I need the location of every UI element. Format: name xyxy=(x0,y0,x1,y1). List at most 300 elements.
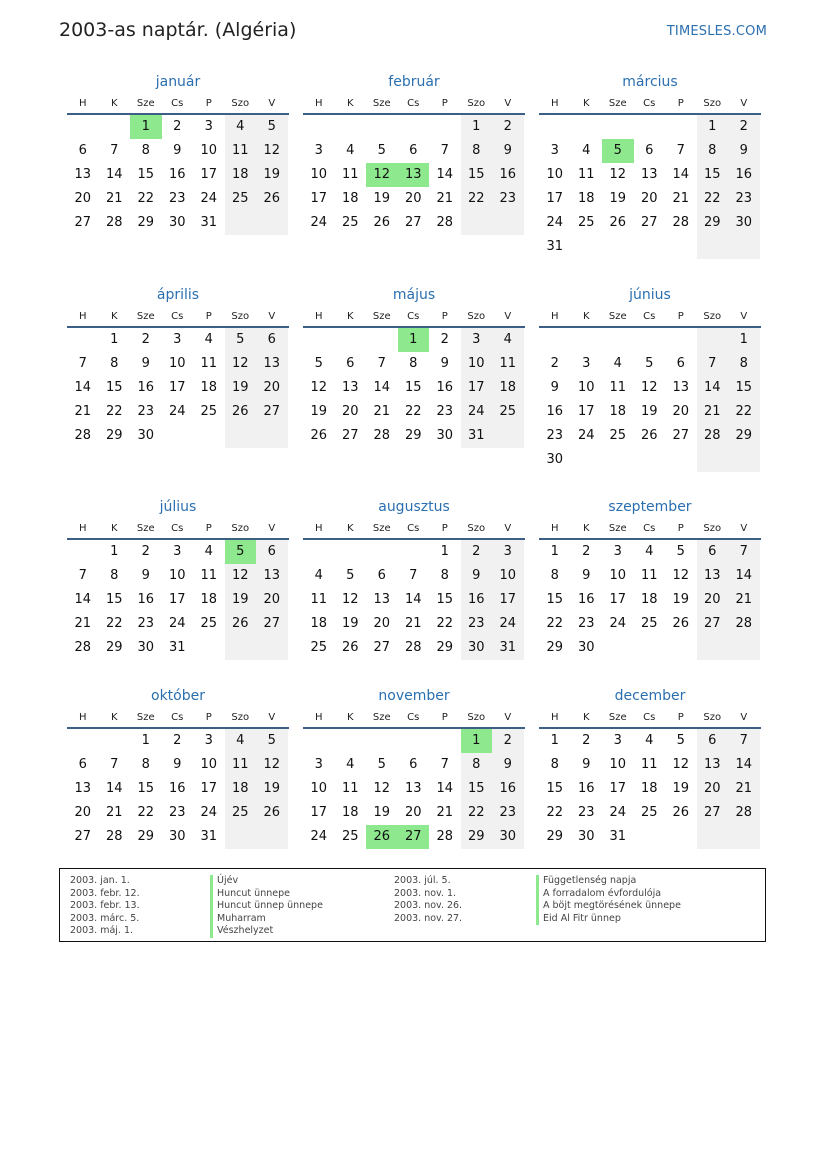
empty-day-cell xyxy=(634,115,666,139)
weekday-header xyxy=(303,520,525,540)
month-calendar xyxy=(303,497,525,660)
weekday-label: K xyxy=(346,712,354,723)
day-cell: 13 xyxy=(341,380,359,395)
weekday-label: P xyxy=(205,523,212,534)
month-title[interactable]: augusztus xyxy=(378,499,450,515)
day-cell: 11 xyxy=(200,568,218,583)
day-cell: 1 xyxy=(110,332,119,347)
day-cell: 2 xyxy=(440,332,449,347)
day-cell: 3 xyxy=(492,540,524,564)
day-cell: 19 xyxy=(225,588,257,612)
day-cell: 12 xyxy=(225,564,257,588)
weekday-label: V xyxy=(268,98,276,109)
day-cell: 14 xyxy=(436,781,454,796)
day-cell: 18 xyxy=(225,777,257,801)
day-cell: 25 xyxy=(577,215,595,230)
day-cell: 24 xyxy=(546,215,564,230)
day-cell: 26 xyxy=(373,215,391,230)
day-cell: 24 xyxy=(310,829,328,844)
day-cell: 17 xyxy=(200,167,218,182)
empty-day-cell xyxy=(634,825,666,849)
weekday-label: Sze xyxy=(608,712,627,723)
day-cell: 29 xyxy=(105,428,123,443)
day-cell: 3 xyxy=(582,356,591,371)
day-grid xyxy=(303,328,525,448)
month-title[interactable]: szeptember xyxy=(608,499,692,515)
day-cell: 11 xyxy=(609,380,627,395)
empty-day-cell xyxy=(67,115,99,139)
weekday-label: K xyxy=(582,98,590,109)
weekday-label: K xyxy=(110,311,118,322)
day-cell: 25 xyxy=(492,400,524,424)
weekday-header xyxy=(303,95,525,115)
day-cell: 6 xyxy=(697,540,729,564)
day-cell: 18 xyxy=(225,163,257,187)
empty-day-cell xyxy=(225,825,257,849)
month-title[interactable]: december xyxy=(614,688,686,704)
day-cell: 20 xyxy=(373,616,391,631)
day-cell: 8 xyxy=(141,757,150,772)
day-cell: 13 xyxy=(256,352,288,376)
day-cell: 26 xyxy=(256,187,288,211)
day-grid xyxy=(303,729,525,849)
empty-day-cell xyxy=(398,729,430,753)
month-title[interactable]: október xyxy=(151,688,205,704)
month-calendar xyxy=(67,686,289,849)
day-cell: 21 xyxy=(728,588,760,612)
day-cell: 7 xyxy=(78,568,87,583)
day-cell: 30 xyxy=(492,825,524,849)
day-cell: 17 xyxy=(609,781,627,796)
day-cell: 13 xyxy=(697,753,729,777)
day-cell: 6 xyxy=(409,143,418,158)
day-cell: 8 xyxy=(697,139,729,163)
empty-day-cell xyxy=(492,211,524,235)
day-cell: 9 xyxy=(141,568,150,583)
weekday-label: Szo xyxy=(231,712,250,723)
weekday-header xyxy=(303,709,525,729)
empty-day-cell xyxy=(728,825,760,849)
empty-day-cell xyxy=(697,825,729,849)
day-cell: 19 xyxy=(672,592,690,607)
day-cell: 3 xyxy=(173,332,182,347)
day-cell: 17 xyxy=(310,805,328,820)
day-cell: 21 xyxy=(74,616,92,631)
weekday-label: P xyxy=(441,311,448,322)
day-cell: 6 xyxy=(256,328,288,352)
weekday-label: Cs xyxy=(171,98,184,109)
day-cell: 28 xyxy=(373,428,391,443)
day-cell: 3 xyxy=(314,757,323,772)
day-cell: 4 xyxy=(204,332,213,347)
month-title[interactable]: június xyxy=(629,287,671,303)
day-cell: 16 xyxy=(137,380,155,395)
day-cell: 15 xyxy=(404,380,422,395)
empty-day-cell xyxy=(303,540,335,564)
day-cell: 16 xyxy=(492,777,524,801)
month-calendar xyxy=(539,72,761,259)
day-cell: 20 xyxy=(341,404,359,419)
day-cell: 11 xyxy=(341,167,359,182)
weekday-header xyxy=(303,308,525,328)
day-cell: 30 xyxy=(728,211,760,235)
day-cell: 5 xyxy=(256,729,288,753)
day-cell: 13 xyxy=(74,781,92,796)
weekday-header xyxy=(539,95,761,115)
day-cell: 27 xyxy=(404,215,422,230)
day-cell: 22 xyxy=(105,616,123,631)
day-cell: 22 xyxy=(728,400,760,424)
month-title[interactable]: április xyxy=(156,287,200,303)
empty-day-cell xyxy=(665,825,697,849)
day-cell: 5 xyxy=(314,356,323,371)
day-cell: 29 xyxy=(728,424,760,448)
weekday-label: Sze xyxy=(372,98,391,109)
weekday-label: Szo xyxy=(467,311,486,322)
day-cell: 10 xyxy=(492,564,524,588)
day-cell: 20 xyxy=(256,588,288,612)
day-cell: 6 xyxy=(409,757,418,772)
month-calendar xyxy=(303,686,525,849)
day-cell: 1 xyxy=(141,733,150,748)
day-cell: 1 xyxy=(110,544,119,559)
day-cell: 27 xyxy=(697,612,729,636)
day-cell: 15 xyxy=(436,592,454,607)
day-cell: 21 xyxy=(672,191,690,206)
legend-date: 2003. júl. 5. xyxy=(394,875,451,886)
day-grid xyxy=(67,328,289,448)
day-cell: 5 xyxy=(225,328,257,352)
day-cell: 29 xyxy=(697,211,729,235)
legend-date: 2003. jan. 1. xyxy=(70,875,130,886)
day-cell: 2 xyxy=(582,733,591,748)
day-cell: 24 xyxy=(168,616,186,631)
day-cell: 28 xyxy=(105,829,123,844)
legend-holiday-name: Huncut ünnepe xyxy=(210,888,290,901)
day-cell: 24 xyxy=(577,428,595,443)
weekday-label: Sze xyxy=(136,311,155,322)
day-cell: 8 xyxy=(110,568,119,583)
empty-day-cell xyxy=(162,424,194,448)
empty-day-cell xyxy=(225,636,257,660)
day-cell: 5 xyxy=(676,544,685,559)
month-title[interactable]: július xyxy=(159,499,197,515)
day-cell: 29 xyxy=(404,428,422,443)
day-cell: 9 xyxy=(582,568,591,583)
day-cell: 7 xyxy=(676,143,685,158)
day-cell: 10 xyxy=(310,167,328,182)
day-cell: 23 xyxy=(577,616,595,631)
day-cell: 3 xyxy=(314,143,323,158)
holiday-day-cell: 13 xyxy=(398,163,430,187)
day-cell: 7 xyxy=(110,757,119,772)
day-grid xyxy=(539,729,761,849)
weekday-label: P xyxy=(441,98,448,109)
weekday-header xyxy=(539,709,761,729)
day-cell: 4 xyxy=(645,733,654,748)
day-cell: 29 xyxy=(105,640,123,655)
empty-day-cell xyxy=(602,448,634,472)
day-cell: 1 xyxy=(440,544,449,559)
day-cell: 1 xyxy=(550,733,559,748)
weekday-label: Cs xyxy=(171,712,184,723)
day-cell: 21 xyxy=(373,404,391,419)
weekday-label: Cs xyxy=(407,523,420,534)
day-cell: 16 xyxy=(728,163,760,187)
empty-day-cell xyxy=(429,115,461,139)
day-cell: 26 xyxy=(225,612,257,636)
day-cell: 3 xyxy=(613,544,622,559)
day-cell: 1 xyxy=(550,544,559,559)
day-cell: 1 xyxy=(461,115,493,139)
month-title[interactable]: március xyxy=(622,74,678,90)
weekday-label: Cs xyxy=(171,311,184,322)
day-cell: 31 xyxy=(546,239,564,254)
month-calendar xyxy=(67,72,289,235)
day-cell: 24 xyxy=(461,400,493,424)
day-cell: 16 xyxy=(577,781,595,796)
day-cell: 3 xyxy=(204,119,213,134)
day-cell: 3 xyxy=(173,544,182,559)
day-cell: 3 xyxy=(613,733,622,748)
weekday-label: H xyxy=(550,712,559,723)
empty-day-cell xyxy=(398,115,430,139)
day-cell: 4 xyxy=(492,328,524,352)
day-cell: 25 xyxy=(310,640,328,655)
day-cell: 6 xyxy=(78,143,87,158)
day-cell: 8 xyxy=(461,753,493,777)
day-cell: 31 xyxy=(168,640,186,655)
day-cell: 17 xyxy=(310,191,328,206)
day-cell: 16 xyxy=(461,588,493,612)
day-cell: 14 xyxy=(672,167,690,182)
day-cell: 20 xyxy=(697,588,729,612)
weekday-label: H xyxy=(550,523,559,534)
day-cell: 29 xyxy=(436,640,454,655)
day-cell: 8 xyxy=(461,139,493,163)
day-cell: 4 xyxy=(204,544,213,559)
day-cell: 25 xyxy=(341,829,359,844)
month-title[interactable]: február xyxy=(388,74,440,90)
day-cell: 25 xyxy=(341,215,359,230)
day-cell: 2 xyxy=(141,544,150,559)
day-cell: 16 xyxy=(436,380,454,395)
day-cell: 11 xyxy=(577,167,595,182)
day-cell: 6 xyxy=(645,143,654,158)
day-cell: 2 xyxy=(550,356,559,371)
day-cell: 4 xyxy=(613,356,622,371)
empty-day-cell xyxy=(571,115,603,139)
day-cell: 21 xyxy=(105,191,123,206)
day-cell: 8 xyxy=(550,568,559,583)
day-cell: 6 xyxy=(377,568,386,583)
weekday-label: Sze xyxy=(608,523,627,534)
day-cell: 24 xyxy=(168,404,186,419)
day-cell: 28 xyxy=(672,215,690,230)
legend-holiday-name: Muharram xyxy=(210,913,266,926)
weekday-label: Sze xyxy=(136,98,155,109)
day-cell: 24 xyxy=(310,215,328,230)
weekday-label: V xyxy=(740,523,748,534)
day-cell: 7 xyxy=(440,143,449,158)
day-cell: 13 xyxy=(74,167,92,182)
day-cell: 20 xyxy=(74,805,92,820)
day-cell: 5 xyxy=(346,568,355,583)
day-cell: 19 xyxy=(310,404,328,419)
day-grid xyxy=(539,328,761,472)
weekday-label: Szo xyxy=(467,523,486,534)
weekday-header xyxy=(67,709,289,729)
day-cell: 15 xyxy=(728,376,760,400)
day-cell: 26 xyxy=(310,428,328,443)
day-cell: 30 xyxy=(546,452,564,467)
day-cell: 11 xyxy=(225,753,257,777)
day-cell: 10 xyxy=(168,568,186,583)
weekday-label: Sze xyxy=(608,98,627,109)
day-cell: 10 xyxy=(200,757,218,772)
day-grid xyxy=(67,115,289,235)
day-cell: 23 xyxy=(492,801,524,825)
day-cell: 25 xyxy=(200,404,218,419)
holiday-day-cell: 26 xyxy=(366,825,398,849)
day-cell: 28 xyxy=(697,424,729,448)
weekday-label: V xyxy=(504,523,512,534)
day-cell: 28 xyxy=(436,215,454,230)
empty-day-cell xyxy=(602,235,634,259)
weekday-label: P xyxy=(441,523,448,534)
day-cell: 21 xyxy=(697,400,729,424)
day-cell: 11 xyxy=(492,352,524,376)
day-cell: 15 xyxy=(546,592,564,607)
month-title[interactable]: november xyxy=(378,688,450,704)
empty-day-cell xyxy=(335,540,367,564)
empty-day-cell xyxy=(225,424,257,448)
weekday-label: Sze xyxy=(372,523,391,534)
day-cell: 27 xyxy=(640,215,658,230)
weekday-label: V xyxy=(268,311,276,322)
empty-day-cell xyxy=(303,115,335,139)
legend-date: 2003. nov. 1. xyxy=(394,887,457,899)
day-cell: 9 xyxy=(141,356,150,371)
weekday-label: H xyxy=(550,311,559,322)
weekday-label: Sze xyxy=(136,712,155,723)
day-cell: 24 xyxy=(609,616,627,631)
weekday-label: P xyxy=(205,98,212,109)
weekday-label: P xyxy=(677,523,684,534)
day-cell: 16 xyxy=(577,592,595,607)
weekday-label: P xyxy=(677,712,684,723)
legend-date: 2003. nov. 26. xyxy=(394,900,463,911)
day-cell: 30 xyxy=(577,640,595,655)
day-cell: 13 xyxy=(672,380,690,395)
legend-holiday-name: A böjt megtörésének ünnepe xyxy=(536,900,681,913)
day-cell: 25 xyxy=(640,616,658,631)
weekday-label: Cs xyxy=(407,98,420,109)
month-title[interactable]: január xyxy=(155,74,201,90)
weekday-label: Szo xyxy=(703,311,722,322)
legend-date: 2003. márc. 5. xyxy=(70,912,140,924)
empty-day-cell xyxy=(697,448,729,472)
day-cell: 20 xyxy=(697,777,729,801)
day-cell: 12 xyxy=(640,380,658,395)
day-cell: 21 xyxy=(404,616,422,631)
day-cell: 13 xyxy=(404,781,422,796)
day-cell: 19 xyxy=(256,163,288,187)
day-cell: 6 xyxy=(346,356,355,371)
day-cell: 24 xyxy=(200,191,218,206)
day-cell: 19 xyxy=(640,404,658,419)
empty-day-cell xyxy=(665,636,697,660)
month-calendar xyxy=(303,285,525,448)
weekday-label: V xyxy=(504,311,512,322)
day-cell: 30 xyxy=(168,215,186,230)
month-calendar xyxy=(539,686,761,849)
day-cell: 10 xyxy=(200,143,218,158)
day-cell: 24 xyxy=(609,805,627,820)
day-cell: 22 xyxy=(105,404,123,419)
day-cell: 29 xyxy=(137,829,155,844)
day-cell: 13 xyxy=(697,564,729,588)
day-cell: 16 xyxy=(168,167,186,182)
month-title[interactable]: május xyxy=(392,287,436,303)
day-cell: 19 xyxy=(609,191,627,206)
day-cell: 7 xyxy=(697,352,729,376)
day-cell: 2 xyxy=(173,119,182,134)
empty-day-cell xyxy=(571,448,603,472)
legend-holiday-name: A forradalom évfordulója xyxy=(536,888,661,901)
holiday-day-cell: 1 xyxy=(130,115,162,139)
day-cell: 12 xyxy=(256,753,288,777)
weekday-label: Szo xyxy=(703,523,722,534)
weekday-label: Cs xyxy=(643,311,656,322)
day-cell: 14 xyxy=(436,167,454,182)
day-cell: 23 xyxy=(577,805,595,820)
day-cell: 7 xyxy=(728,540,760,564)
day-cell: 7 xyxy=(728,729,760,753)
weekday-label: V xyxy=(504,98,512,109)
empty-day-cell xyxy=(602,636,634,660)
day-cell: 9 xyxy=(492,139,524,163)
weekday-label: Sze xyxy=(608,311,627,322)
day-cell: 26 xyxy=(609,215,627,230)
day-cell: 23 xyxy=(137,404,155,419)
empty-day-cell xyxy=(429,729,461,753)
day-cell: 7 xyxy=(110,143,119,158)
day-cell: 8 xyxy=(728,352,760,376)
holiday-day-cell: 5 xyxy=(225,540,257,564)
weekday-label: H xyxy=(314,311,323,322)
weekday-label: H xyxy=(314,98,323,109)
empty-day-cell xyxy=(99,115,131,139)
day-cell: 6 xyxy=(78,757,87,772)
brand-logo-text[interactable]: TIMESLES.COM xyxy=(666,24,767,39)
day-cell: 9 xyxy=(440,356,449,371)
empty-day-cell xyxy=(303,328,335,352)
empty-day-cell xyxy=(697,235,729,259)
day-cell: 29 xyxy=(546,640,564,655)
day-cell: 23 xyxy=(492,187,524,211)
day-cell: 12 xyxy=(609,167,627,182)
empty-day-cell xyxy=(665,448,697,472)
day-cell: 13 xyxy=(373,592,391,607)
day-cell: 18 xyxy=(341,191,359,206)
day-cell: 19 xyxy=(225,376,257,400)
day-cell: 20 xyxy=(404,191,422,206)
day-cell: 14 xyxy=(373,380,391,395)
day-cell: 8 xyxy=(141,143,150,158)
day-cell: 23 xyxy=(546,428,564,443)
day-cell: 10 xyxy=(609,568,627,583)
